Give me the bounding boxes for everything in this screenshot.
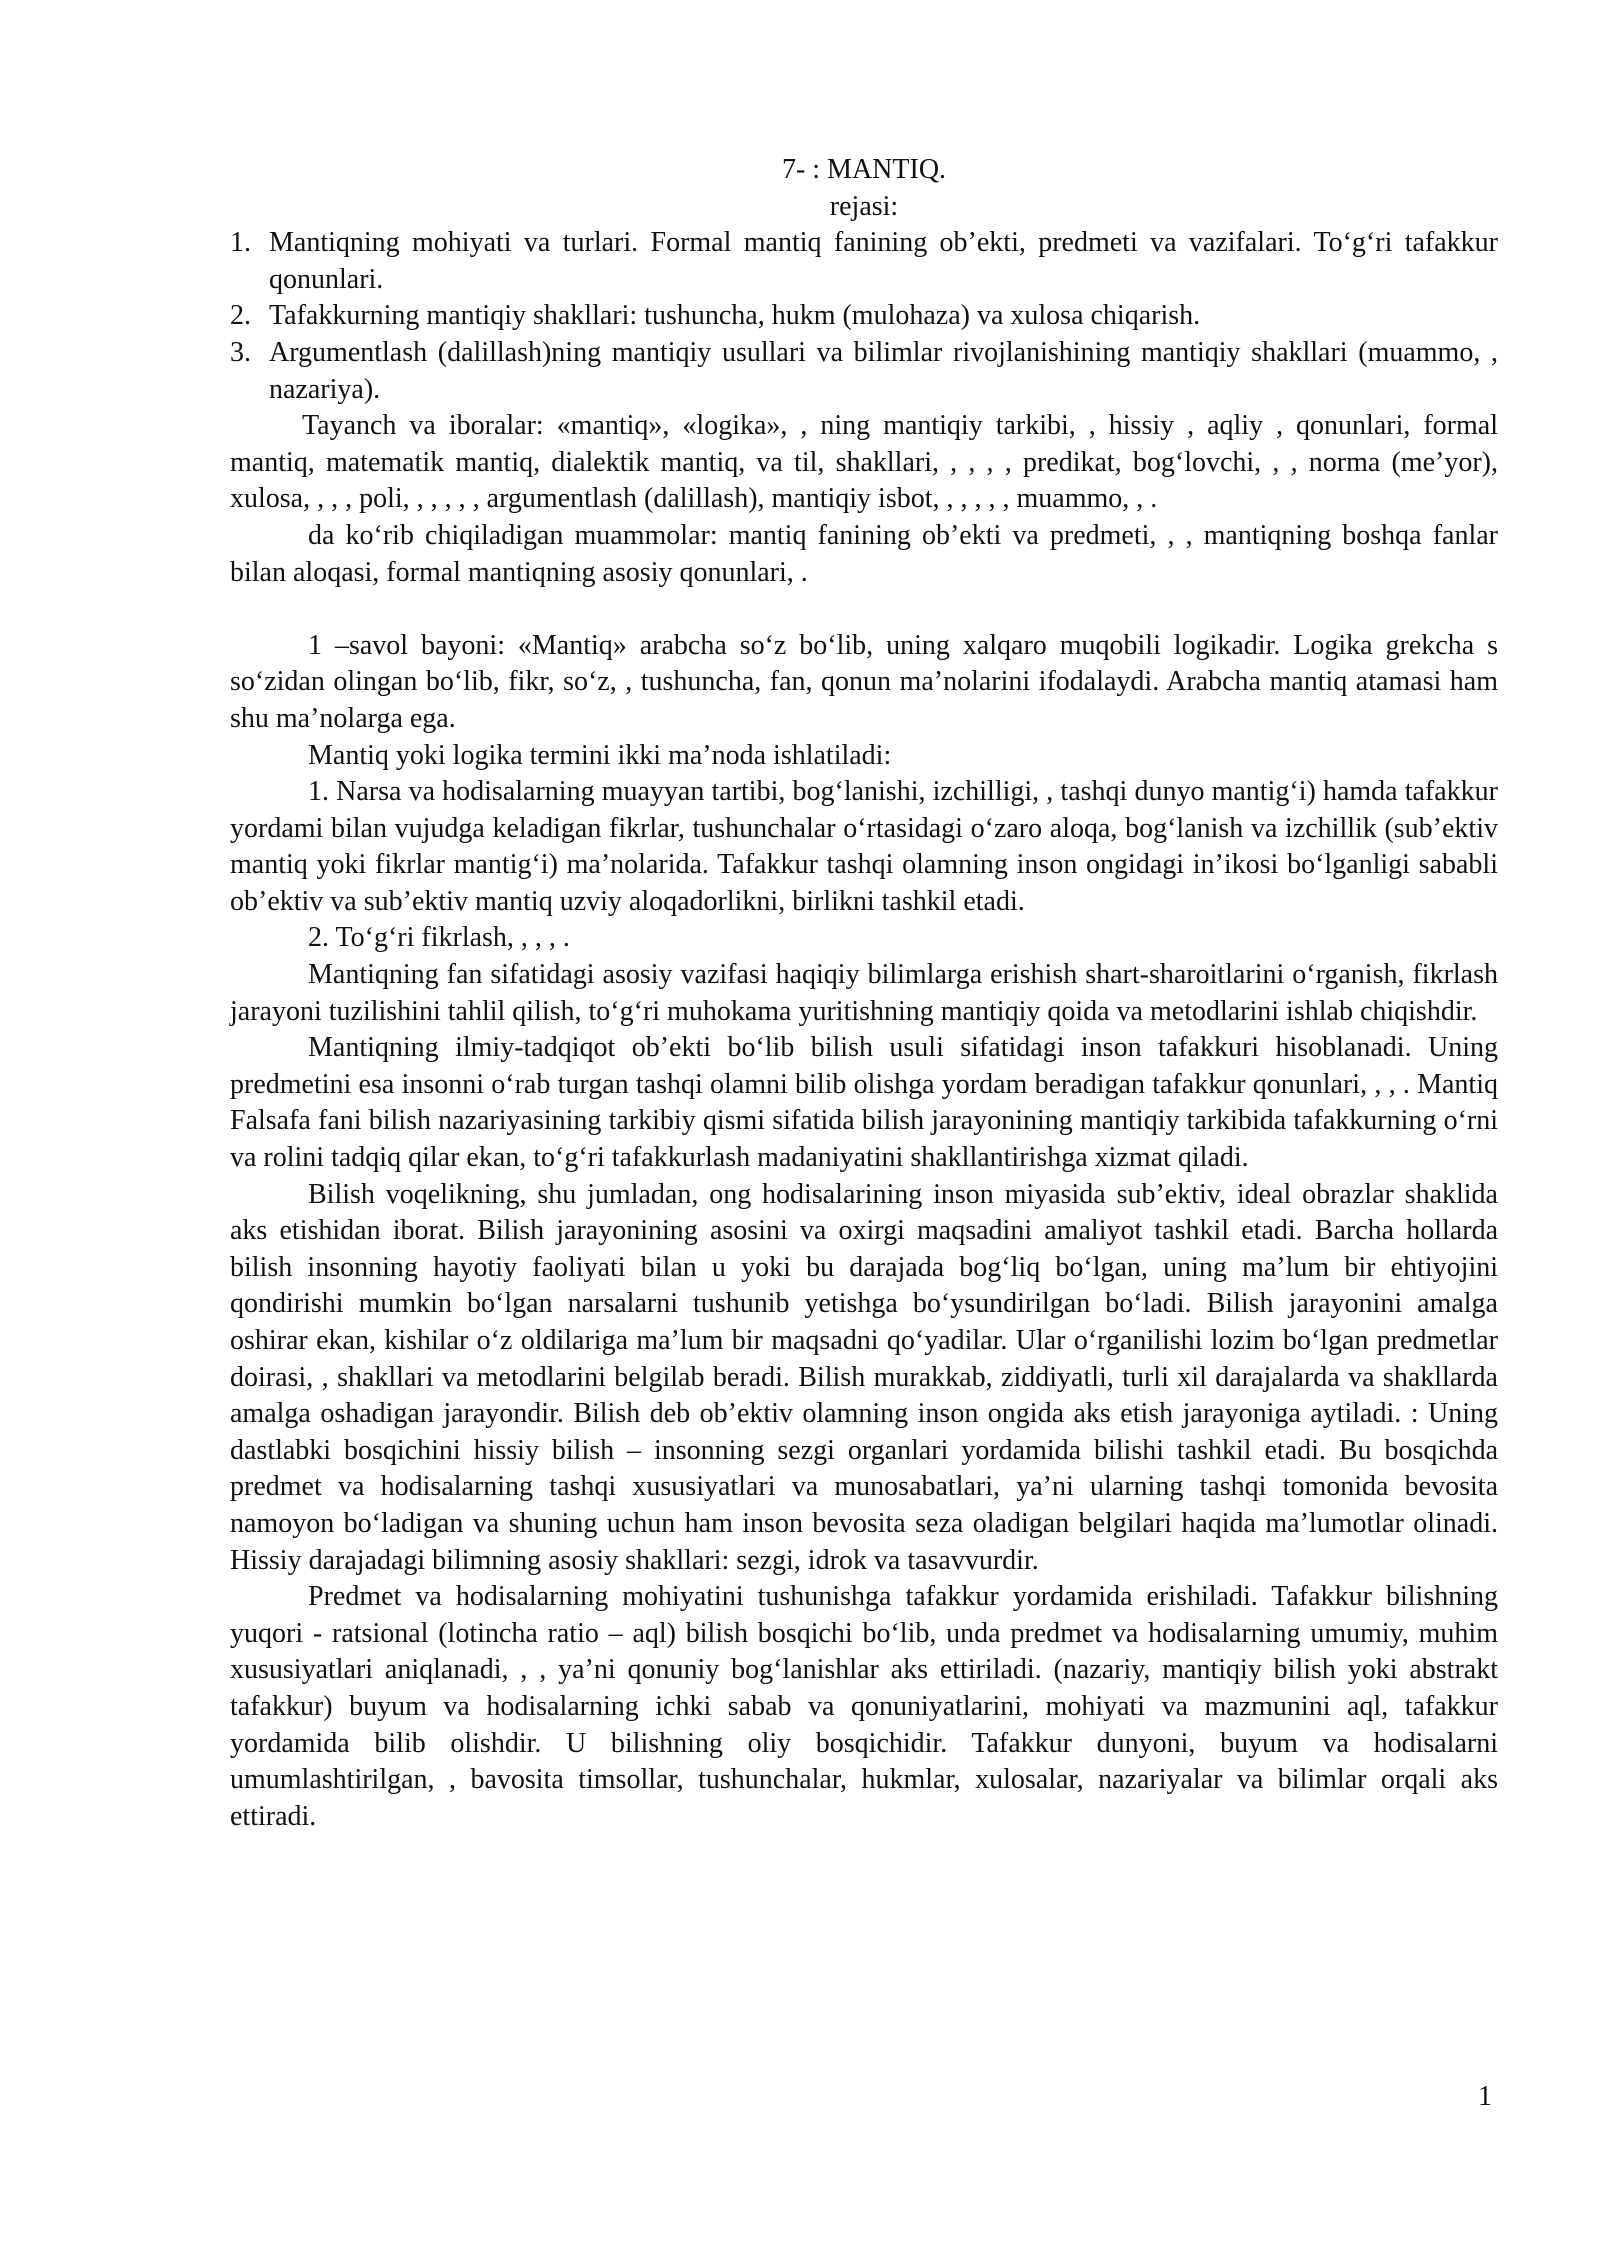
- plan-heading: rejasi:: [829, 190, 899, 222]
- plan-item-number: 2.: [230, 300, 251, 332]
- body-paragraph: 2. To‘g‘ri fikrlash, , , , .: [308, 922, 570, 954]
- body-paragraph: Mantiqning ilmiy-tadqiqot ob’ekti bo‘lib bilish usuli sifatidagi inson tafakkuri hisoblanadi. Uning predmetini esa insonni o‘rab turgan tashqi olamni bilib olishga yordam beradigan tafakkur qonunlari, , , . Mantiq Falsafa fani bilish nazariyasining tarkibiy qismi sifatida bilish jarayonining mantiqiy tarkibida tafakkurning o‘rni va rolini tadqiq qilar ekan, to‘g‘ri tafakkurlash madaniyatini shakllantirishga xizmat qiladi.: [230, 1032, 1498, 1174]
- plan-item: [230, 225, 1498, 298]
- page-title: 7- : MANTIQ.: [781, 154, 947, 185]
- body-paragraph: 1 –savol bayoni: «Mantiq» arabcha so‘z bo‘lib, uning xalqaro muqobili logikadir. Logika grekcha s so‘zidan olingan bo‘lib, fikr, so‘z, , tushuncha, fan, qonun ma’nolarini ifodalaydi. Arabcha mantiq atamasi ham shu ma’nolarga ega.: [230, 629, 1498, 734]
- spacer: [230, 591, 1498, 628]
- plan-list: [230, 225, 1498, 408]
- page-number: 1: [1478, 2081, 1492, 2112]
- body-paragraph: Mantiqning fan sifatidagi asosiy vazifasi haqiqiy bilimlarga erishish shart-sharoitlarini o‘rganish, fikrlash jarayoni tuzilishini tahlil qilish, to‘g‘ri muhokama yuritishning mantiqiy qoida va metodlarini ishlab chiqishdir.: [230, 959, 1498, 1027]
- problems-paragraph: da ko‘rib chiqiladigan muammolar: mantiq fanining ob’ekti va predmeti, , , mantiqning boshqa fanlar bilan aloqasi, formal mantiqning asosiy qonunlari, .: [230, 519, 1498, 588]
- plan-item: [230, 298, 1498, 335]
- plan-item: [230, 335, 1498, 408]
- plan-item-text: Tafakkurning mantiqiy shakllari: tushuncha, hukm (mulohaza) va xulosa chiqarish.: [269, 300, 1201, 332]
- plan-item-number: 1.: [230, 227, 251, 259]
- keywords-paragraph: Tayanch va iboralar: «mantiq», «logika», , ning mantiqiy tarkibi, , hissiy , aqliy , qonunlari, formal mantiq, matematik mantiq, dialektik mantiq, va til, shakllari, , , , , predikat, bog‘lovchi, , , norma (me’yor), xulosa, , , , poli, , , , , , argumentlash (dalillash), mantiqiy isbot, , , , , , muammo, , .: [230, 410, 1498, 515]
- body-paragraph: 1. Narsa va hodisalarning muayyan tartibi, bog‘lanishi, izchilligi, , tashqi dunyo mantig‘i) hamda tafakkur yordami bilan vujudga keladigan fikrlar, tushunchalar o‘rtasidagi o‘zaro aloqa, bog‘lanish va izchillik (sub’ektiv mantiq yoki fikrlar mantig‘i) ma’nolarida. Tafakkur tashqi olamning inson ongidagi in’ikosi bo‘lganligi sababli ob’ektiv va sub’ektiv mantiq uzviy aloqadorlikni, birlikni tashkil etadi.: [230, 776, 1498, 917]
- plan-item-text: Argumentlash (dalillash)ning mantiqiy usullari va bilimlar rivojlanishining mantiqiy shakllari (muammo, , nazariya).: [269, 336, 1498, 405]
- plan-item-number: 3.: [230, 336, 251, 368]
- body-paragraph: Bilish voqelikning, shu jumladan, ong hodisalarining inson miyasida sub’ektiv, ideal obrazlar shaklida aks etishidan iborat. Bilish jarayonining asosini va oxirgi maqsadini amaliyot tashkil etadi. Barcha hollarda bilish insonning hayotiy faoliyati bilan u yoki bu darajada bog‘liq bo‘lgan, uning ma’lum bir ehtiyojini qondirishi mumkin bo‘lgan narsalarni tushunib yetishga bo‘ysundirilgan bo‘ladi. Bilish jarayonini amalga oshirar ekan, kishilar o‘z oldilariga ma’lum bir maqsadni qo‘yadilar. Ular o‘rganilishi lozim bo‘lgan predmetlar doirasi, , shakllari va metodlarini belgilab beradi. Bilish murakkab, ziddiyatli, turli xil darajalarda va shakllarda amalga oshadigan jarayondir. Bilish deb ob’ektiv olamning inson ongida aks etish jarayoniga aytiladi. : Uning dastlabki bosqichini hissiy bilish – insonning sezgi organlari yordamida bilishi tashkil etadi. Bu bosqichda predmet va hodisalarning tashqi xususiyatlari va munosabatlari, ya’ni ularning tashqi tomonida bevosita namoyon bo‘ladigan va shuning uchun ham inson bevosita seza oladigan belgilari haqida ma’lumotlar olinadi. Hissiy darajadagi bilimning asosiy shakllari: sezgi, idrok va tasavvurdir.: [230, 1178, 1498, 1576]
- body-paragraph: Mantiq yoki logika termini ikki ma’noda ishlatiladi:: [308, 739, 892, 771]
- plan-item-text: Mantiqning mohiyati va turlari. Formal mantiq fanining ob’ekti, predmeti va vazifalari. To‘g‘ri tafakkur qonunlari.: [269, 227, 1498, 295]
- body-paragraph: Predmet va hodisalarning mohiyatini tushunishga tafakkur yordamida erishiladi. Tafakkur bilishning yuqori - ratsional (lotincha ratio – aql) bilish bosqichi bo‘lib, unda predmet va hodisalarning umumiy, muhim xususiyatlari aniqlanadi, , , ya’ni qonuniy bog‘lanishlar aks ettiriladi. (nazariy, mantiqiy bilish yoki abstrakt tafakkur) buyum va hodisalarning ichki sabab va qonuniyatlarini, mohiyati va mazmunini aql, tafakkur yordamida bilib olishdir. U bilishning oliy bosqichidir. Tafakkur dunyoni, buyum va hodisalarni umumlashtirilgan, , bavosita timsollar, tushunchalar, hukmlar, xulosalar, nazariyalar va bilimlar orqali aks ettiradi.: [230, 1581, 1498, 1832]
